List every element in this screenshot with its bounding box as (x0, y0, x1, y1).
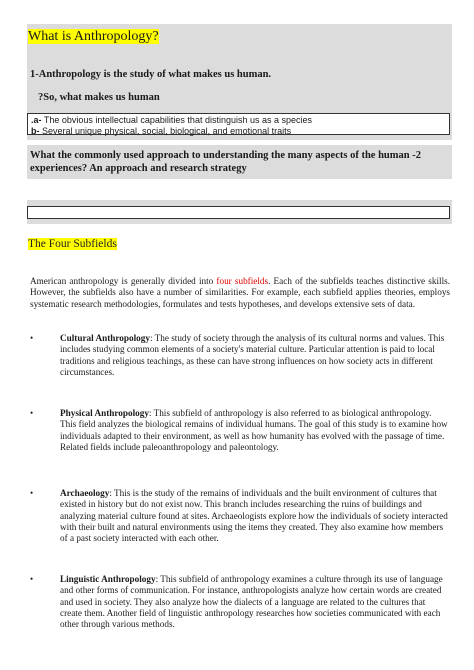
four-subfields-link[interactable]: four subfields (216, 276, 269, 286)
definition-question: ?So, what makes us human (38, 92, 160, 103)
empty-answer-box (27, 206, 450, 219)
list-item-body: Linguistic Anthropology: This subfield of anthropology examines a culture through its use of language and other forms of communication. For instance, anthropologists analyze how certain words are created and used in society. They also analyze how the dialects of a language are related to the cultures that create them. Another field of linguistic anthropology researches how societies communicated with each other through various methods. (60, 574, 443, 630)
bullet-icon: • (30, 488, 34, 498)
subfields-title: The Four Subfields (28, 238, 117, 250)
trait-a: .a- The obvious intellectual capabilities that distinguish us as a species (31, 115, 313, 125)
approach-question: What the commonly used approach to understanding the many aspects of the human -2 experiences? An approach and research strategy (30, 150, 421, 174)
traits-box (27, 113, 450, 135)
bullet-icon: • (30, 408, 34, 418)
definition-line: 1-Anthropology is the study of what makes us human. (30, 69, 272, 80)
list-item-body: Physical Anthropology: This subfield of anthropology is also referred to as biological anthropology. This field analyzes the biological remains of individual humans. The goal of this study is to examine how individuals adapted to their environment, as well as how humanity has evolved with the passage of time. Related fields include paleoanthropology and paleontology. (60, 408, 448, 452)
bullet-icon: • (30, 574, 34, 584)
intro-paragraph: American anthropology is generally divided into four subfields. Each of the subfields teaches distinctive skills. However, the subfields also have a number of similarities. For example, each subfield applies theories, employs systematic research methodologies, formulates and tests hypotheses, and develops extensive sets of data. (30, 276, 451, 309)
list-item-body: Archaeology: This is the study of the remains of individuals and the built environment of cultures that existed in history but do not exist now. This branch includes researching the ruins of buildings and analyzing material culture found at sites. Archaeologists explore how the individuals of society interacted with their built and natural environments using the items they created. They also examine how members of a past society interacted with each other. (60, 488, 448, 544)
page-title: What is Anthropology? (28, 29, 159, 44)
trait-b: b- Several unique physical, social, biological, and emotional traits (31, 125, 292, 136)
list-item-body: Cultural Anthropology: The study of society through the analysis of its cultural norms and values. This includes studying common elements of a society's material culture. Particular attention is paid to local traditions and religious teachings, as these can have strong influences on how society acts in different circumstances. (60, 333, 445, 377)
bullet-icon: • (30, 333, 34, 343)
